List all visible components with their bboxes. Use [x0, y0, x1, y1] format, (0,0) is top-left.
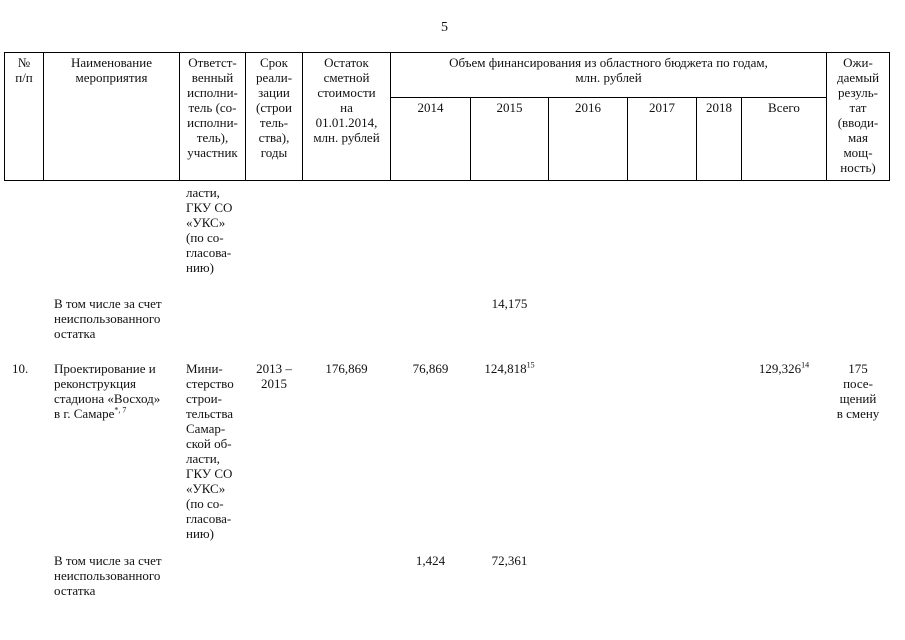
subrow-2015-value: 14,175: [491, 296, 528, 311]
footnote-mark: *, 7: [114, 405, 127, 415]
header-responsible: Ответст- венный исполни- тель (со- исполни- тель), участник: [187, 55, 238, 160]
row-term: 2013 – 2015: [256, 361, 292, 391]
row-2014: 76,869: [412, 361, 449, 376]
row-name: Проектирование и реконструкция стадиона «Восход» в г. Самаре$^{*, 7}$: [54, 361, 161, 421]
header-year-2016: 2016: [575, 100, 601, 115]
header-year-total: Всего: [768, 100, 800, 115]
subrow2-unused-balance-label: В том числе за счет неиспользованного остатка: [54, 553, 162, 598]
header-year-2017: 2017: [649, 100, 675, 115]
header-year-2018: 2018: [706, 100, 732, 115]
row-2015: 124,818$^{15}$: [484, 360, 535, 376]
divider: [390, 97, 826, 98]
row-result: 175 посе- щений в смену: [836, 361, 880, 421]
subrow2-2014-value: 1,424: [415, 553, 446, 568]
continued-responsible: ласти, ГКУ СО «УКС» (по со- гласова- нию): [186, 185, 233, 275]
header-balance: Остаток сметной стоимости на 01.01.2014, млн. рублей: [313, 55, 380, 145]
page-number: 5: [441, 20, 448, 35]
footnote-mark: 14: [801, 360, 810, 370]
header-result: Ожи- даемый резуль- тат (вводи- мая мощ- ность): [836, 55, 880, 175]
subrow2-2015-value: 72,361: [491, 553, 528, 568]
header-year-2014: 2014: [417, 100, 444, 115]
header-name: Наименование мероприятия: [71, 55, 152, 85]
row-balance: 176,869: [325, 361, 368, 376]
header-funding: Объем финансирования из областного бюджета по годам, млн. рублей: [449, 55, 768, 85]
row-number: 10.: [12, 361, 29, 376]
header-year-2015: 2015: [496, 100, 523, 115]
row-responsible: Мини- стерство строи- тельства Самар- ской об- ласти, ГКУ СО «УКС» (по со- гласова- нию): [186, 361, 234, 541]
header-term: Срок реали- зации (строи тель- ства), годы: [255, 55, 293, 160]
row-total: 129,326$^{14}$: [758, 360, 810, 376]
footnote-mark: 15: [526, 360, 535, 370]
subrow-unused-balance-label: В том числе за счет неиспользованного остатка: [54, 296, 162, 341]
header-num: № п/п: [15, 55, 33, 85]
